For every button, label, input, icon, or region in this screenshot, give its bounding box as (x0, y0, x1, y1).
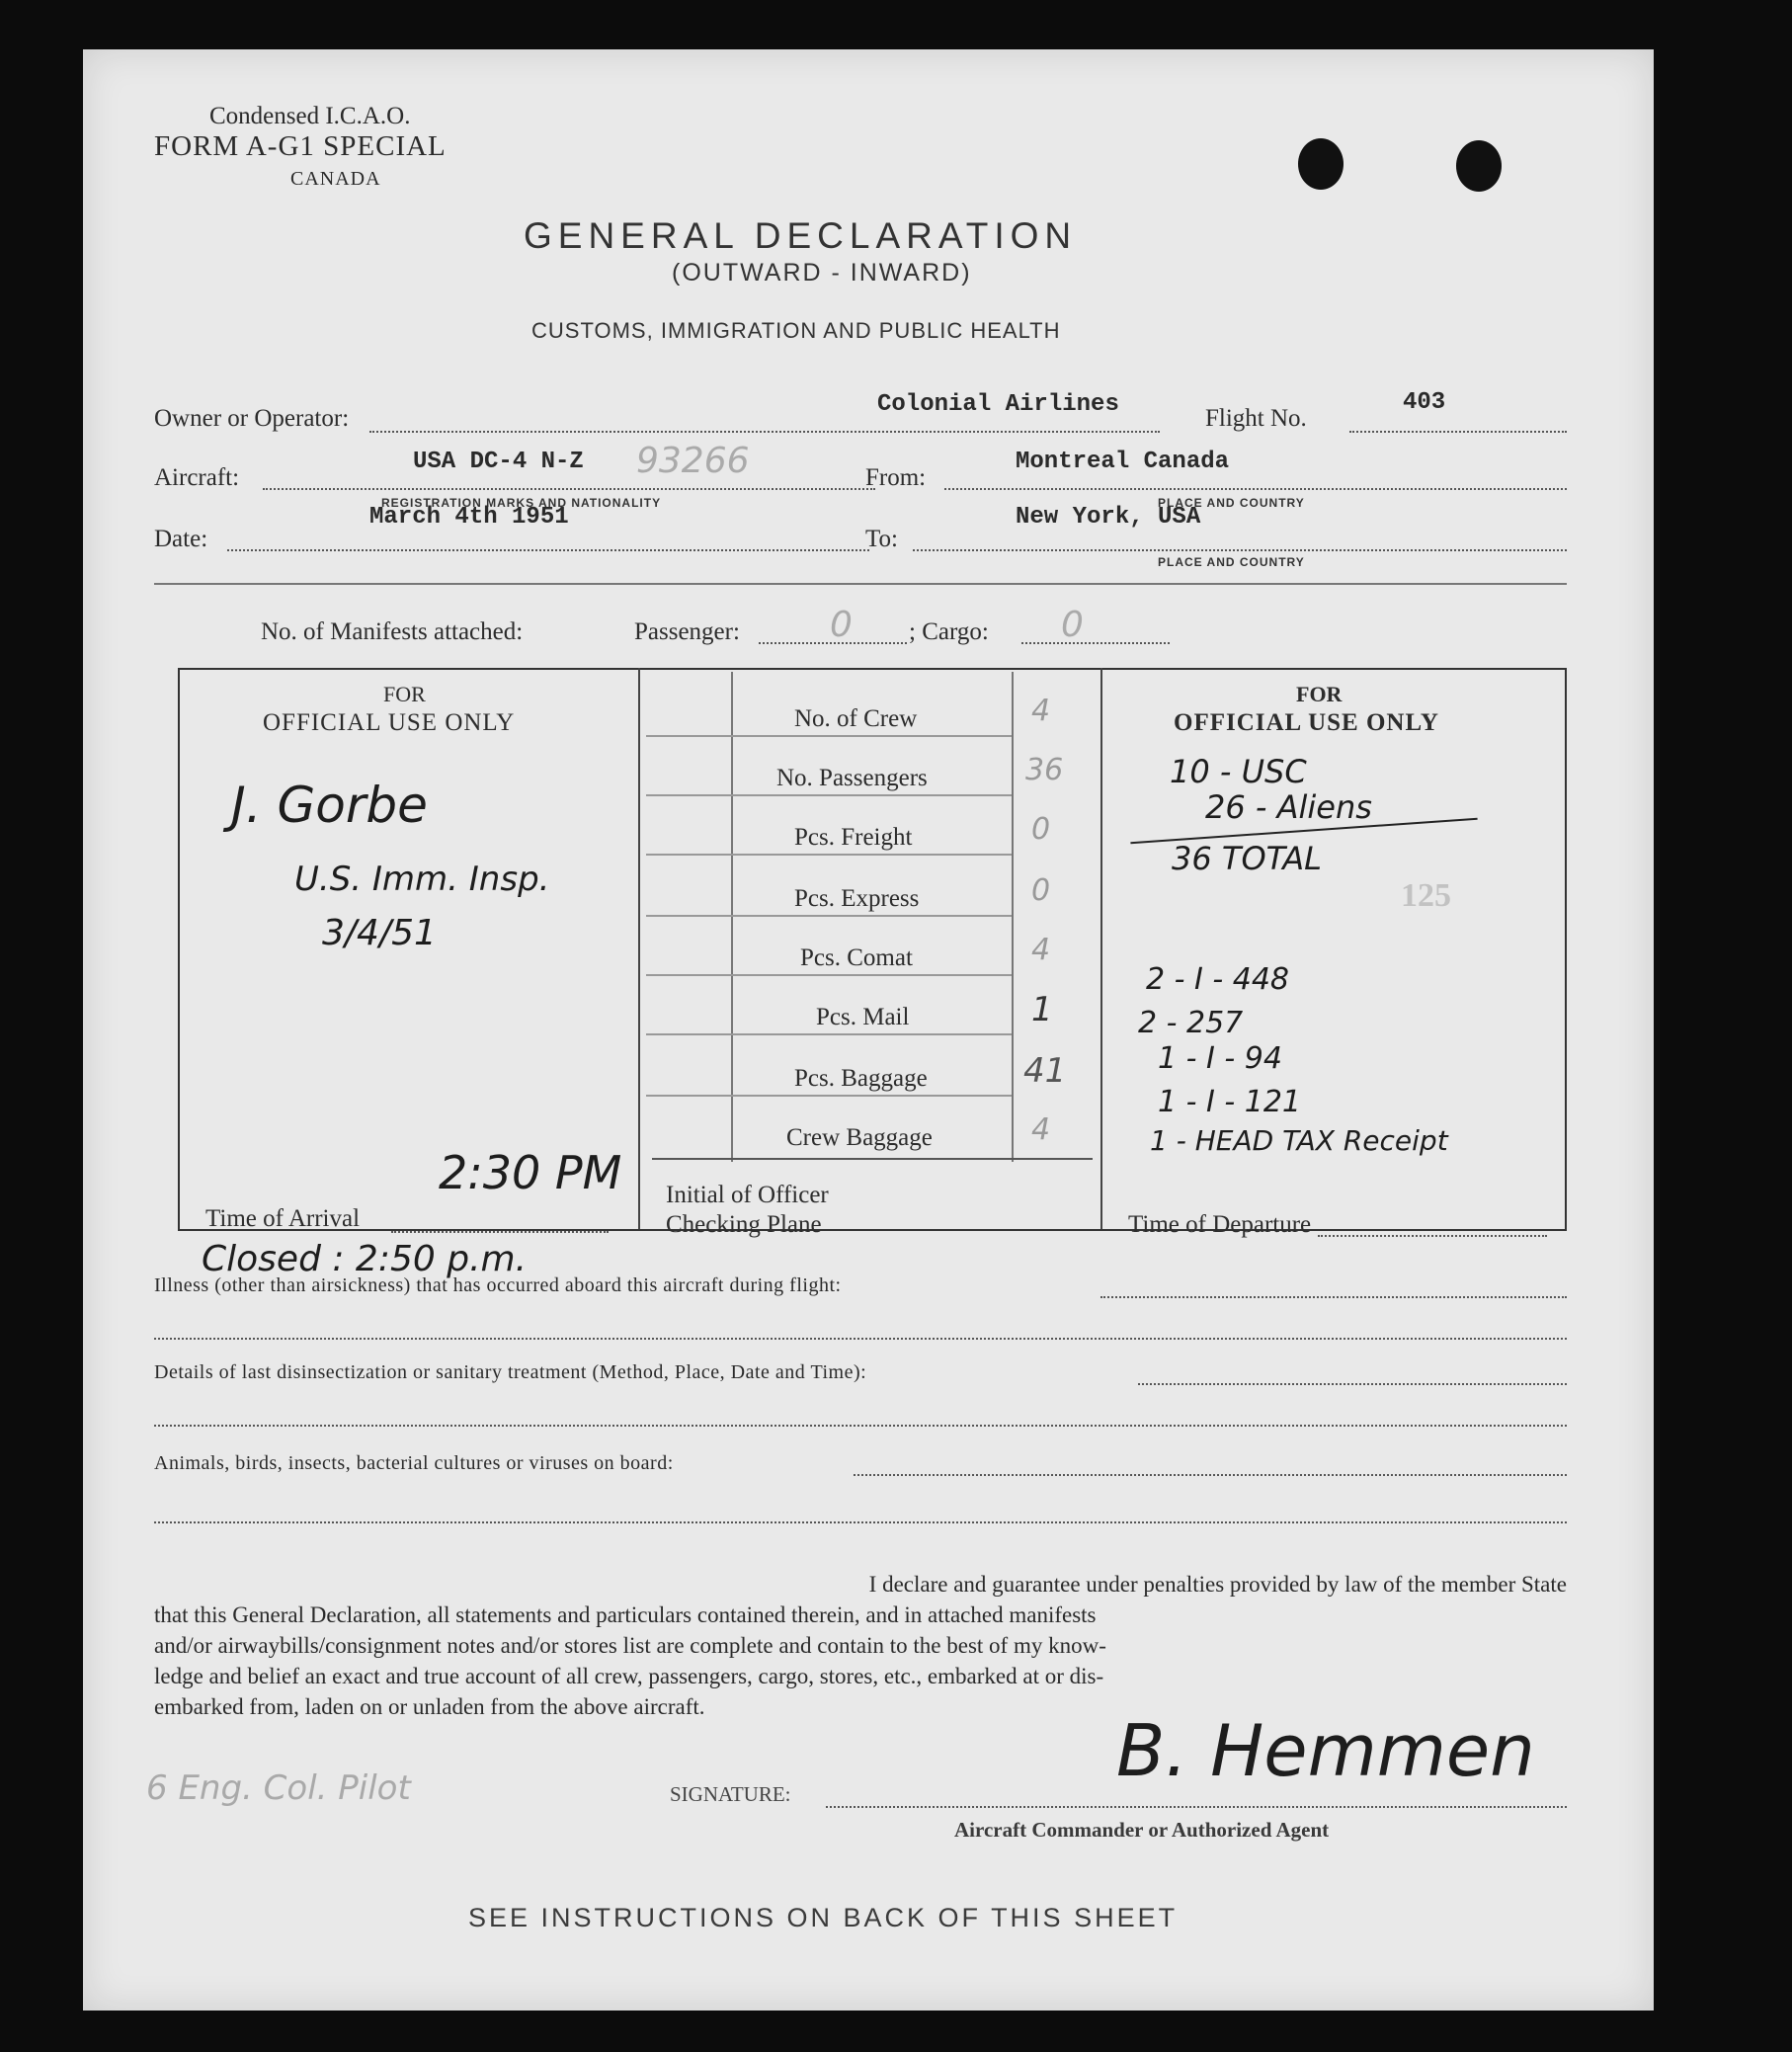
to-place-caption: PLACE AND COUNTRY (1158, 555, 1305, 569)
date-label: Date: (154, 526, 208, 552)
disinsect-line-1 (1138, 1383, 1567, 1385)
doc-4: 1 - I - 121 (1158, 1085, 1301, 1119)
row-divider (646, 1033, 1012, 1035)
illness-label: Illness (other than airsickness) that has occurred aboard this aircraft during flight: (154, 1274, 842, 1296)
row-divider (646, 854, 1012, 856)
punch-hole-left (1298, 138, 1344, 190)
declaration-line: I declare and guarantee under penalties provided by law of the member State (868, 1572, 1567, 1597)
signature-line (826, 1806, 1567, 1808)
declaration-line: that this General Declaration, all statements and particulars contained therein, and in attached manifests (154, 1602, 1097, 1627)
aircraft-hand-number: 93266 (636, 441, 750, 481)
cargo-value: 0 (1061, 605, 1084, 645)
to-label: To: (865, 526, 898, 552)
departure-label: Time of Departure (1128, 1211, 1312, 1238)
box-divider-right (1100, 668, 1102, 1229)
flight-line (1349, 431, 1567, 433)
doc-5: 1 - HEAD TAX Receipt (1150, 1124, 1448, 1157)
stamp-number: 125 (1401, 877, 1451, 914)
faint-note: 6 Eng. Col. Pilot (146, 1768, 411, 1808)
aircraft-value: USA DC-4 N-Z (413, 449, 584, 475)
document-title: GENERAL DECLARATION (524, 215, 1078, 256)
passengers-row-value: 36 (1025, 753, 1064, 787)
form-header-line3: CANADA (290, 168, 381, 190)
declaration-line: ledge and belief an exact and true account of all crew, passengers, cargo, stores, etc., embarked at or dis- (154, 1664, 1104, 1688)
from-value: Montreal Canada (1016, 449, 1230, 475)
freight-row-value: 0 (1031, 812, 1051, 847)
baggage-row-value: 41 (1023, 1051, 1067, 1091)
to-value: New York, USA (1016, 504, 1201, 531)
arrival-label: Time of Arrival (205, 1205, 361, 1232)
note-total: 36 TOTAL (1172, 840, 1322, 877)
crew-baggage-row-label: Crew Baggage (786, 1124, 933, 1151)
animals-line-2 (154, 1521, 1567, 1523)
footer-instructions: SEE INSTRUCTIONS ON BACK OF THIS SHEET (468, 1903, 1179, 1932)
agencies-line: CUSTOMS, IMMIGRATION AND PUBLIC HEALTH (531, 318, 1061, 343)
from-place-caption: PLACE AND COUNTRY (1158, 496, 1305, 510)
crew-row-label: No. of Crew (794, 705, 918, 732)
middle-inner-right (1012, 672, 1014, 1162)
crew-baggage-row-value: 4 (1031, 1112, 1051, 1147)
row-divider (646, 1095, 1012, 1097)
inspector-title-hand: U.S. Imm. Insp. (294, 860, 550, 899)
disinsect-line-2 (154, 1425, 1567, 1427)
comat-row-value: 4 (1031, 933, 1051, 967)
arrival-hand: 2:30 PM (439, 1146, 622, 1199)
declaration-text (154, 1569, 1567, 1722)
left-box-heading-2: OFFICIAL USE ONLY (263, 709, 516, 736)
animals-line-1 (854, 1474, 1567, 1476)
inspector-name-hand: J. Gorbe (231, 777, 428, 834)
doc-1: 2 - I - 448 (1146, 962, 1289, 997)
flight-value: 403 (1403, 389, 1446, 416)
note-aliens: 26 - Aliens (1205, 788, 1372, 826)
signature-caption: Aircraft Commander or Authorized Agent (954, 1818, 1330, 1842)
aircraft-label: Aircraft: (154, 464, 240, 491)
illness-line-1 (1100, 1296, 1567, 1298)
row-divider (646, 794, 1012, 796)
baggage-row-label: Pcs. Baggage (794, 1065, 928, 1092)
aircraft-line (263, 488, 875, 490)
left-box-heading-1: FOR (383, 682, 426, 706)
declaration-sheet (83, 49, 1654, 2011)
manifests-label: No. of Manifests attached: (261, 618, 524, 645)
form-header-line1: Condensed I.C.A.O. (209, 103, 411, 129)
form-header-line2: FORM A-G1 SPECIAL (154, 130, 447, 162)
passengers-row-label: No. Passengers (776, 765, 928, 791)
right-box-heading-1: FOR (1296, 682, 1343, 706)
middle-inner-left (731, 672, 733, 1162)
cargo-label: ; Cargo: (909, 618, 989, 645)
declaration-line: embarked from, laden on or unladen from the above aircraft. (154, 1694, 705, 1719)
date-line (227, 549, 869, 551)
from-label: From: (865, 464, 927, 491)
row-divider (646, 915, 1012, 917)
signature-hand: B. Hemmen (1116, 1709, 1535, 1792)
illness-line-2 (154, 1338, 1567, 1340)
to-line (913, 549, 1567, 551)
animals-label: Animals, birds, insects, bacterial cultures or viruses on board: (154, 1452, 674, 1474)
mail-row-value: 1 (1031, 990, 1053, 1029)
comat-row-label: Pcs. Comat (800, 944, 913, 971)
right-box-heading-2: OFFICIAL USE ONLY (1174, 709, 1439, 736)
from-line (944, 488, 1567, 490)
middle-bottom-rule (652, 1158, 1093, 1160)
disinsect-label: Details of last disinsectization or sanitary treatment (Method, Place, Date and Time): (154, 1361, 867, 1383)
header-rule (154, 583, 1567, 585)
flight-label: Flight No. (1205, 405, 1307, 432)
express-row-label: Pcs. Express (794, 885, 920, 912)
doc-2: 2 - 257 (1138, 1006, 1244, 1040)
inspector-date-hand: 3/4/51 (322, 913, 437, 953)
owner-label: Owner or Operator: (154, 405, 350, 432)
arrival-line (391, 1231, 609, 1233)
officer-label-2: Checking Plane (666, 1211, 822, 1238)
box-divider-left (638, 668, 640, 1229)
passenger-value: 0 (830, 605, 853, 645)
punch-hole-right (1456, 140, 1502, 192)
cargo-line (1021, 642, 1170, 644)
mail-row-label: Pcs. Mail (816, 1004, 910, 1030)
row-divider (646, 735, 1012, 737)
passenger-label: Passenger: (634, 618, 740, 645)
signature-label: SIGNATURE: (670, 1782, 791, 1806)
owner-line (369, 431, 1160, 433)
owner-value: Colonial Airlines (877, 391, 1119, 418)
freight-row-label: Pcs. Freight (794, 824, 913, 851)
note-usc: 10 - USC (1170, 753, 1307, 790)
departure-line (1318, 1235, 1547, 1237)
row-divider (646, 974, 1012, 976)
declaration-line: and/or airwaybills/consignment notes and/or stores list are complete and contain to the best of my know- (154, 1633, 1106, 1658)
crew-row-value: 4 (1031, 694, 1051, 728)
closed-hand: Closed : 2:50 p.m. (202, 1239, 528, 1279)
express-row-value: 0 (1031, 873, 1051, 908)
date-value: March 4th 1951 (369, 504, 569, 531)
doc-3: 1 - I - 94 (1158, 1041, 1282, 1076)
document-subtitle: (OUTWARD - INWARD) (672, 259, 972, 287)
registration-caption: REGISTRATION MARKS AND NATIONALITY (381, 496, 662, 510)
officer-label-1: Initial of Officer (666, 1182, 829, 1208)
